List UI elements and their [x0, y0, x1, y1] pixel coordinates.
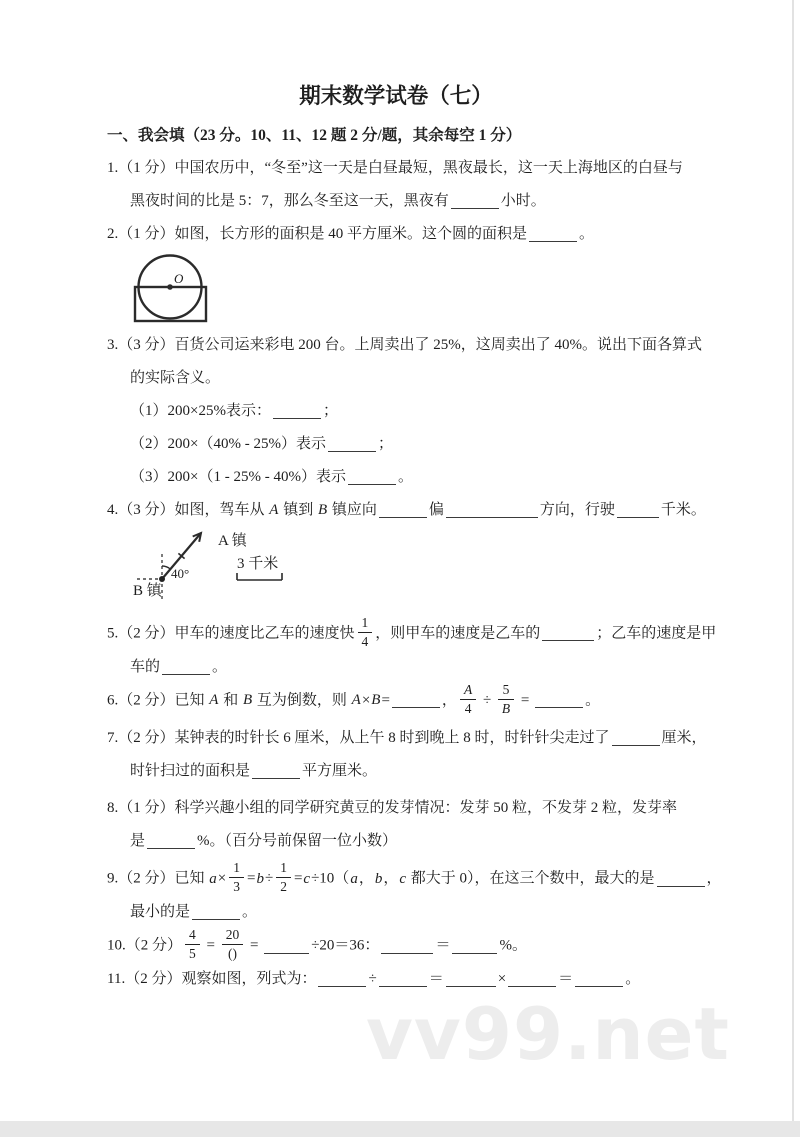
variable: A: [269, 502, 279, 518]
answer-blank: [328, 437, 376, 452]
question-4: [107, 494, 713, 615]
scale-label: 3 千米: [237, 556, 279, 572]
section-header: 一、我会填（23 分。10、11、12 题 2 分/题，其余每空 1 分）: [107, 127, 522, 144]
text-segment: 都大于 0），在这三个数中，最大的是: [407, 870, 655, 887]
answer-blank: [617, 503, 659, 518]
fraction: $\frac{20}{()}$: [222, 927, 244, 961]
text-segment: 平方厘米。: [302, 763, 378, 780]
question-line: [107, 152, 713, 185]
variable: c: [303, 870, 311, 887]
answer-blank: [446, 972, 496, 987]
text-segment: 和: [219, 692, 242, 709]
text-segment: 千米。: [660, 502, 706, 518]
question-7: [107, 722, 713, 788]
text-segment: 时针扫过的面积是: [130, 763, 251, 780]
answer-blank: [535, 693, 583, 708]
answer-blank: [273, 404, 321, 419]
answer-blank: [451, 194, 499, 209]
question-subitem: [130, 461, 713, 494]
text-segment: ×: [497, 971, 507, 988]
question-line: [107, 684, 713, 718]
question-1: [107, 152, 713, 218]
variable: a: [350, 870, 358, 887]
answer-blank: [446, 503, 538, 518]
text-segment: 方向，行驶: [539, 502, 615, 518]
text-segment: ÷10（: [311, 870, 350, 887]
question-10: [107, 929, 713, 963]
text-segment: 2.（1 分）如图，长方形的面积是 40 平方厘米。这个圆的面积是: [107, 226, 528, 242]
question-line: [107, 615, 717, 651]
text-segment: 。: [625, 971, 641, 988]
answer-blank: [575, 972, 623, 987]
text-segment: 厘米，: [661, 730, 707, 747]
text-segment: 。: [579, 226, 595, 242]
question-line: [107, 929, 713, 963]
question-line: [107, 722, 713, 755]
question-5: [107, 615, 717, 684]
answer-blank: [542, 626, 594, 641]
text-segment: =: [517, 692, 534, 709]
question-3: [107, 329, 713, 494]
question-line: [107, 218, 713, 251]
bottom-gray-bar: [0, 1121, 800, 1137]
fraction: $\frac{1}{4}$: [358, 615, 373, 649]
question-line: [107, 792, 713, 825]
circle-center-label: O: [174, 271, 184, 286]
town-a-label: A 镇: [218, 533, 247, 549]
question-line: [130, 825, 713, 858]
text-segment: 车的: [130, 659, 161, 676]
text-segment: ＝: [428, 971, 444, 988]
question-subitem: [130, 428, 713, 461]
text-segment: ×: [361, 692, 371, 709]
question-line: [107, 494, 713, 527]
town-b-label: B 镇: [133, 583, 162, 599]
answer-blank: [381, 939, 433, 954]
text-segment: =: [293, 870, 303, 887]
text-segment: 互为倒数，则: [253, 692, 351, 709]
text-segment: 是: [130, 833, 146, 850]
text-segment: 偏: [428, 502, 444, 518]
text-segment: 。: [585, 692, 601, 709]
text-segment: 3.（3 分）百货公司运来彩电 200 台。上周卖出了 25%，这周卖出了 40%。说出下面各算式: [107, 337, 702, 353]
question-6: [107, 684, 713, 718]
text-segment: ÷20＝36：: [311, 937, 380, 954]
answer-blank: [147, 834, 195, 849]
text-segment: %。（百分号前保留一位小数）: [197, 833, 398, 850]
question-subitem: [130, 395, 713, 428]
text-segment: 11.（2 分）观察如图，列式为：: [107, 971, 317, 988]
text-segment: 最小的是: [130, 904, 191, 921]
fraction: $\frac{A}{4}$: [460, 682, 476, 716]
text-segment: 黑夜时间的比是 5：7，那么冬至这一天，黑夜有: [130, 193, 449, 209]
answer-blank: [252, 764, 300, 779]
variable: c: [399, 870, 407, 887]
town-b-dot: [159, 576, 165, 582]
text-segment: 小时。: [500, 193, 546, 209]
text-segment: 9.（2 分）已知: [107, 870, 209, 887]
answer-blank: [452, 939, 497, 954]
text-segment: ，: [441, 692, 457, 709]
text-segment: （3）200×（1 - 25% - 40%）表示: [130, 469, 346, 485]
text-segment: 。: [242, 904, 258, 921]
question-2: [107, 218, 713, 328]
text-segment: 4.（3 分）如图，驾车从: [107, 502, 269, 518]
fraction: $\frac{1}{3}$: [229, 860, 244, 894]
direction-map-diagram: [125, 527, 545, 615]
angle-label: 40°: [171, 566, 190, 581]
text-segment: 。: [212, 659, 228, 676]
text-segment: ；乙车的速度是甲: [596, 625, 717, 642]
variable: b: [374, 870, 383, 887]
answer-blank: [508, 972, 556, 987]
variable: B: [242, 692, 253, 709]
text-segment: ÷: [479, 692, 495, 709]
circle-in-rectangle-diagram: [132, 252, 244, 328]
answer-blank: [348, 470, 396, 485]
text-segment: ，则甲车的速度是乙车的: [375, 625, 541, 642]
answer-blank: [318, 972, 366, 987]
variable: b: [256, 870, 264, 887]
text-segment: 。: [397, 469, 413, 485]
question-list: [107, 152, 722, 996]
answer-blank: [392, 693, 440, 708]
text-segment: ÷: [368, 971, 377, 988]
text-segment: 5.（2 分）甲车的速度比乙车的速度快: [107, 625, 355, 642]
text-segment: =: [246, 870, 256, 887]
text-segment: ，: [383, 870, 399, 887]
text-segment: =: [381, 692, 390, 709]
answer-blank: [612, 731, 660, 746]
answer-blank: [162, 660, 210, 675]
text-segment: =: [202, 937, 219, 954]
text-segment: ＝: [435, 937, 451, 954]
variable: B: [371, 692, 381, 709]
page-title: 期末数学试卷（七）: [299, 84, 493, 108]
text-segment: 6.（2 分）已知: [107, 692, 209, 709]
text-segment: ；: [322, 403, 338, 419]
question-line: [107, 329, 713, 362]
fraction: $\frac{4}{5}$: [185, 927, 200, 961]
answer-blank: [657, 872, 705, 887]
answer-blank: [529, 227, 577, 242]
answer-blank: [264, 939, 309, 954]
fraction: $\frac{5}{B}$: [498, 682, 514, 716]
circle-center-dot: [167, 284, 173, 290]
watermark: vv99.net: [366, 992, 730, 1076]
text-segment: 8.（1 分）科学兴趣小组的同学研究黄豆的发芽情况：发芽 50 粒，不发芽 2 粒，发芽率: [107, 800, 678, 817]
question-line: [107, 860, 722, 896]
question-8: [107, 792, 713, 858]
answer-blank: [379, 503, 427, 518]
text-segment: 1.（1 分）中国农历中，“冬至”这一天是白昼最短，黑夜最长，这一天上海地区的白昼与: [107, 160, 683, 176]
text-segment: 镇应向: [328, 502, 377, 518]
text-segment: ×: [217, 870, 227, 887]
text-segment: （2）200×（40% - 25%）表示: [130, 436, 326, 452]
text-segment: 7.（2 分）某钟表的时针长 6 厘米，从上午 8 时到晚上 8 时，时针针尖走过了: [107, 730, 610, 747]
text-segment: ＝: [558, 971, 574, 988]
text-segment: （1）200×25%表示：: [130, 403, 271, 419]
exam-content: [107, 0, 722, 996]
text-segment: 镇到: [279, 502, 317, 518]
angle-arc: [162, 566, 170, 569]
variable: a: [209, 870, 217, 887]
variable: B: [317, 502, 328, 518]
variable: A: [209, 692, 219, 709]
answer-blank: [192, 905, 240, 920]
answer-blank: [379, 972, 427, 987]
question-line: [130, 896, 713, 929]
question-9: [107, 860, 722, 929]
text-segment: 10.（2 分）: [107, 937, 183, 954]
text-segment: 的实际含义。: [130, 370, 221, 386]
text-segment: =: [246, 937, 263, 954]
fraction: $\frac{1}{2}$: [276, 860, 291, 894]
question-line: [130, 185, 713, 218]
text-segment: ；: [377, 436, 393, 452]
question-line: [130, 755, 713, 788]
text-segment: ，: [706, 870, 722, 887]
variable: A: [351, 692, 361, 709]
text-segment: %。: [499, 937, 527, 954]
page-edge-line: [792, 0, 794, 1121]
text-segment: ÷: [264, 870, 274, 887]
text-segment: ，: [358, 870, 374, 887]
question-line: [130, 651, 713, 684]
question-line: [130, 362, 713, 395]
